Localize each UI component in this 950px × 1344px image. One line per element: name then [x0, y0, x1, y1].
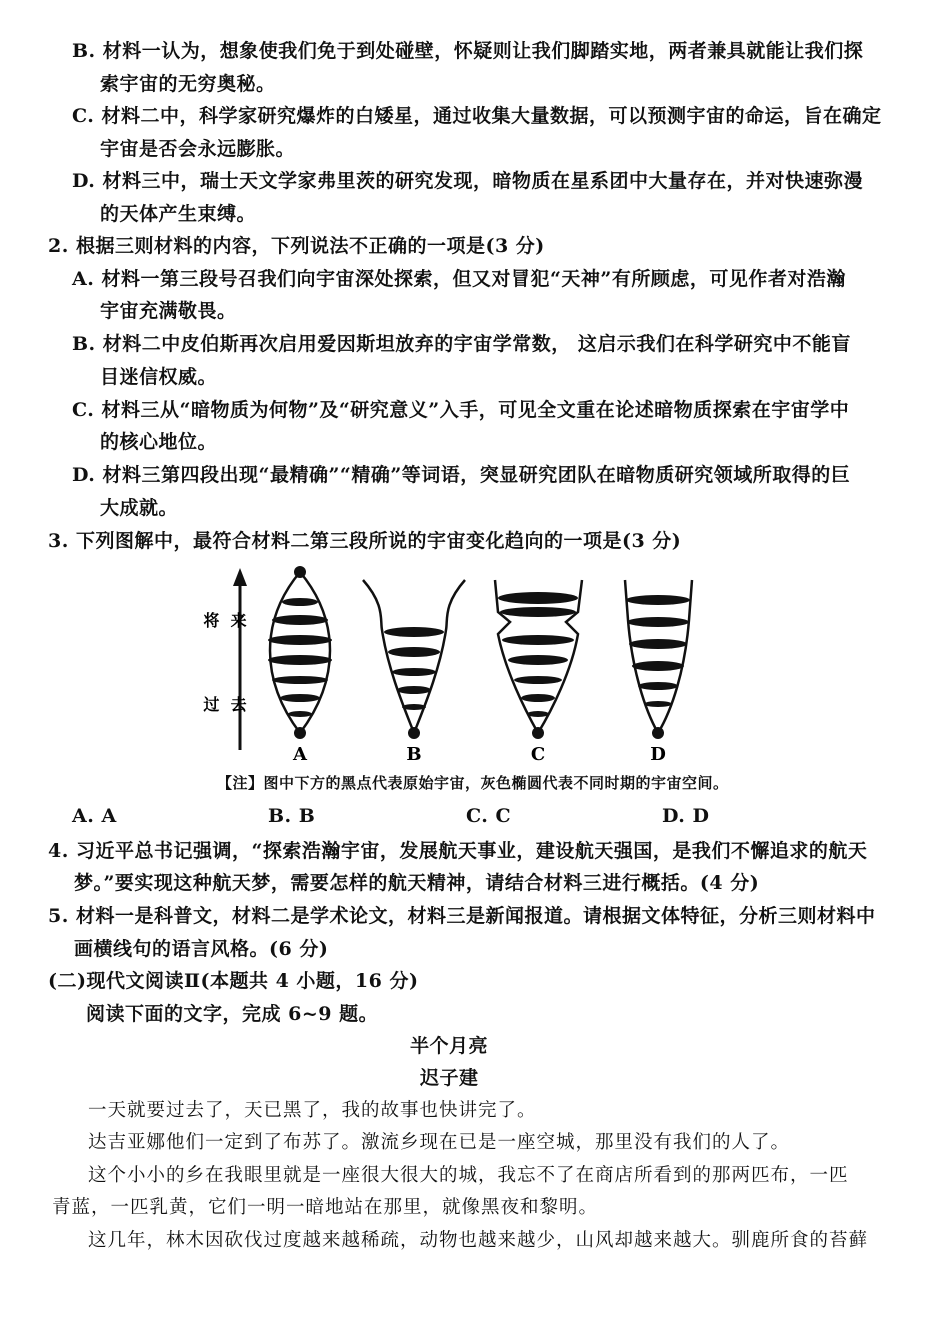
- diagram-label-c: C: [530, 744, 546, 765]
- story-paragraph-1: 一天就要过去了，天已黑了，我的故事也快讲完了。: [88, 1100, 537, 1121]
- story-author: 迟子建: [420, 1067, 479, 1089]
- q2-option-a-line1: A. 材料一第三段号召我们向宇宙深处探索，但又对冒犯“天神”有所顾虑，可见作者对浩瀚: [72, 268, 846, 290]
- q2-option-d-line2: 大成就。: [100, 497, 179, 519]
- q3-option-b: B. B: [268, 805, 316, 827]
- axis-label-future: 将 来: [203, 611, 247, 630]
- diagram-label-b: B: [406, 744, 422, 765]
- q2-option-c-line1: C. 材料三从“暗物质为何物”及“研究意义”入手，可见全文重在论述暗物质探索在宇宙学中: [72, 399, 850, 421]
- q2-option-c-line2: 的核心地位。: [100, 431, 218, 453]
- q1-option-c-line1: C. 材料二中，科学家研究爆炸的白矮星，通过收集大量数据，可以预测宇宙的命运，旨在确定: [72, 105, 882, 127]
- axis-label-past: 过 去: [203, 695, 247, 714]
- story-paragraph-3-line1: 这个小小的乡在我眼里就是一座很大很大的城，我忘不了在商店所看到的那两匹布，一匹: [88, 1165, 849, 1186]
- diagram-c: [495, 580, 582, 739]
- story-title: 半个月亮: [410, 1035, 489, 1057]
- story-paragraph-3-line2: 青蓝，一匹乳黄，它们一明一暗地站在那里，就像黑夜和黎明。: [52, 1197, 599, 1218]
- story-paragraph-2: 达吉亚娜他们一定到了布苏了。激流乡现在已是一座空城，那里没有我们的人了。: [88, 1132, 791, 1153]
- q3-option-a: A. A: [72, 805, 117, 827]
- universe-trend-figure: [200, 560, 720, 770]
- diagram-a: [268, 566, 332, 739]
- q3-option-d: D. D: [662, 805, 710, 827]
- diagram-label-a: A: [293, 744, 307, 765]
- q1-option-b-line2: 索宇宙的无穷奥秘。: [100, 73, 276, 95]
- q1-option-d-line2: 的天体产生束缚。: [100, 203, 257, 225]
- q1-option-b-line1: B. 材料一认为，想象使我们免于到处碰壁，怀疑则让我们脚踏实地，两者兼具就能让我们探: [72, 40, 864, 62]
- diagram-label-d: D: [650, 744, 666, 765]
- q5-line1: 5. 材料一是科普文，材料二是学术论文，材料三是新闻报道。请根据文体特征，分析三则材料中: [48, 905, 876, 927]
- figure-note: 【注】图中下方的黑点代表原始宇宙，灰色椭圆代表不同时期的宇宙空间。: [217, 774, 729, 792]
- section-heading: (二)现代文阅读Ⅱ(本题共 4 小题，16 分): [48, 970, 419, 992]
- q1-option-d-line1: D. 材料三中，瑞士天文学家弗里茨的研究发现，暗物质在星系团中大量存在，并对快速弥漫: [72, 170, 864, 192]
- q3-stem: 3. 下列图解中，最符合材料二第三段所说的宇宙变化趋向的一项是(3 分): [48, 530, 682, 552]
- q4-line1: 4. 习近平总书记强调，“探索浩瀚宇宙，发展航天事业，建设航天强国，是我们不懈追求的航天: [48, 840, 868, 862]
- q2-stem: 2. 根据三则材料的内容，下列说法不正确的一项是(3 分): [48, 235, 545, 257]
- q2-option-a-line2: 宇宙充满敬畏。: [100, 300, 237, 322]
- q3-option-c: C. C: [466, 805, 512, 827]
- q2-option-d-line1: D. 材料三第四段出现“最精确”“精确”等词语，突显研究团队在暗物质研究领域所取得的巨: [72, 464, 851, 486]
- q5-line2: 画横线句的语言风格。(6 分): [74, 938, 329, 960]
- diagram-d: [625, 580, 692, 739]
- diagram-b: [363, 580, 465, 739]
- time-axis-arrow-icon: [233, 568, 247, 586]
- q2-option-b-line1: B. 材料二中皮伯斯再次启用爱因斯坦放弃的宇宙学常数， 这启示我们在科学研究中不能盲: [72, 333, 851, 355]
- story-paragraph-4: 这几年，林木因砍伐过度越来越稀疏，动物也越来越少，山风却越来越大。驯鹿所食的苔藓: [88, 1230, 869, 1251]
- q4-line2: 梦。”要实现这种航天梦，需要怎样的航天精神，请结合材料三进行概括。(4 分): [74, 872, 760, 894]
- q2-option-b-line2: 目迷信权威。: [100, 366, 218, 388]
- q1-option-c-line2: 宇宙是否会永远膨胀。: [100, 138, 296, 160]
- section-instruction: 阅读下面的文字，完成 6~9 题。: [86, 1003, 379, 1025]
